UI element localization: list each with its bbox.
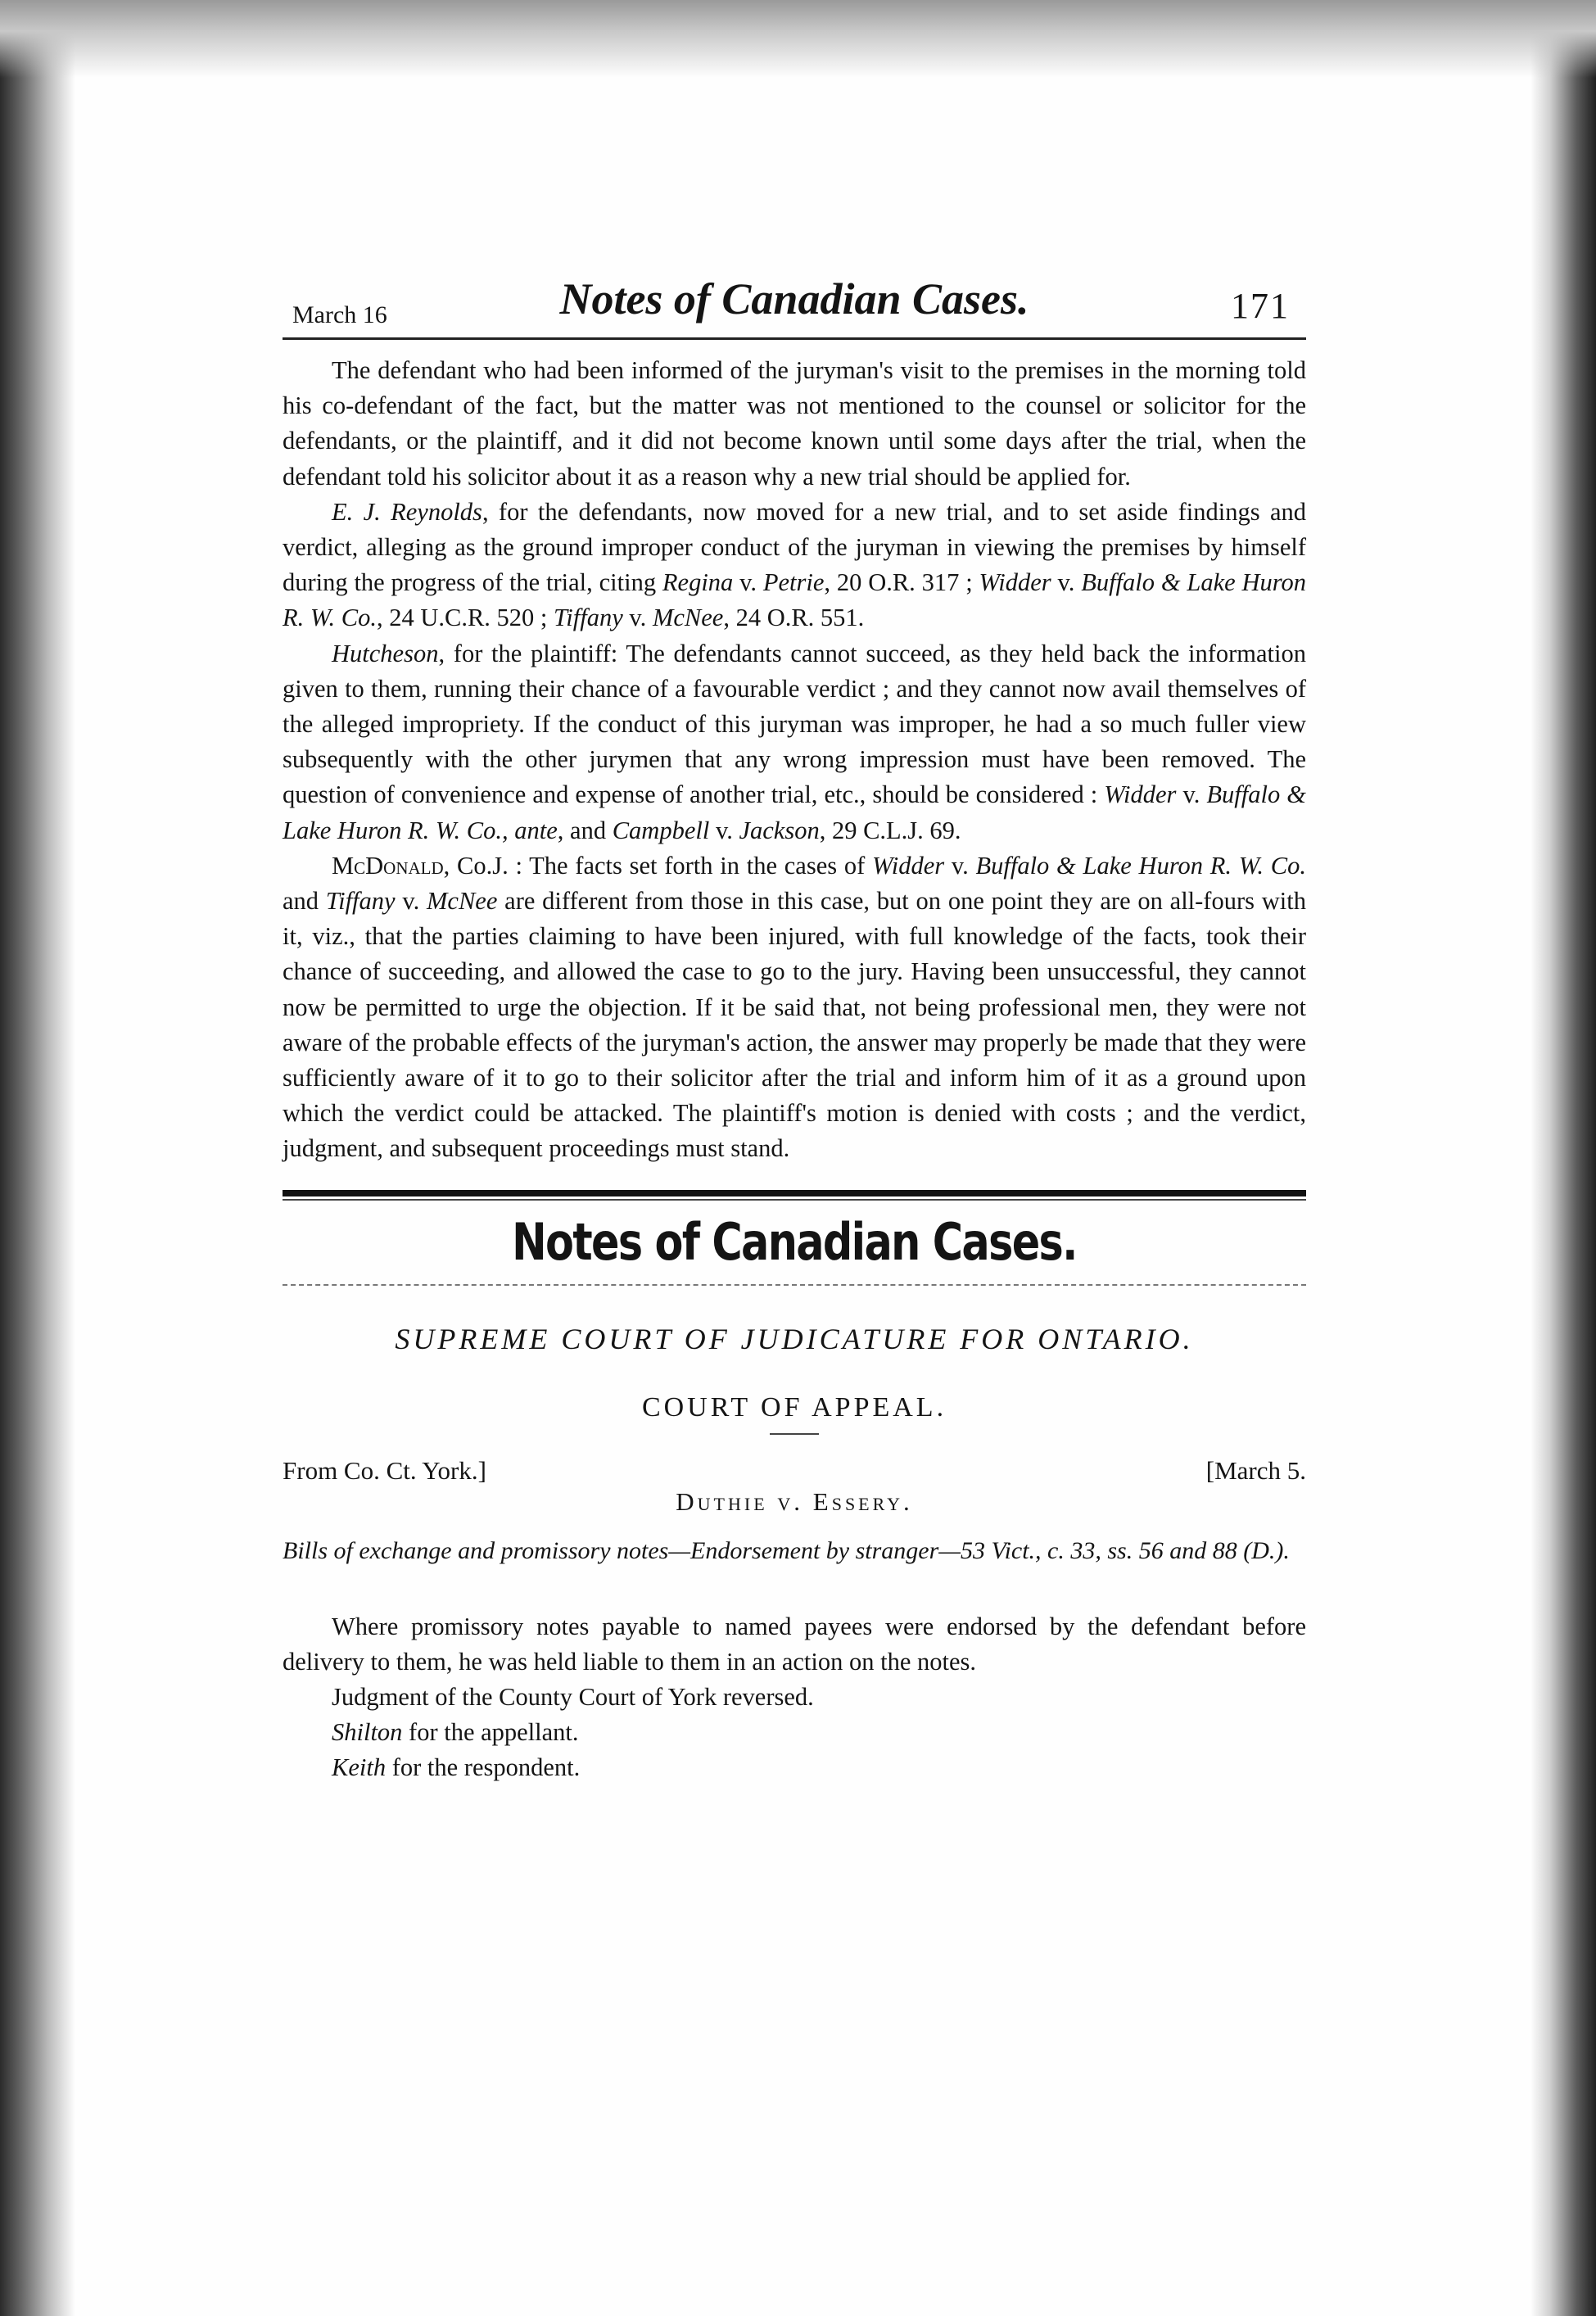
text-run: v. — [395, 887, 427, 916]
text-run: and — [283, 887, 326, 916]
counsel-name: Keith — [332, 1753, 387, 1782]
section-divider-thick — [283, 1190, 1306, 1196]
continued-case-body — [283, 353, 1306, 1167]
case-from: From Co. Ct. York.] — [283, 1455, 486, 1485]
body-paragraph — [283, 495, 1306, 636]
text-run: v. — [622, 604, 653, 632]
spacer — [283, 1593, 1306, 1609]
running-head — [283, 270, 1306, 336]
text-run: E. J. Reynolds — [332, 497, 482, 526]
text-run: , 29 C.L.J. 69. — [819, 816, 961, 844]
section-divider-thin — [283, 1199, 1306, 1201]
text-run: Petrie — [762, 568, 825, 597]
text-run: McDonald — [332, 851, 444, 880]
case-date: [March 5. — [1205, 1455, 1306, 1485]
counsel-line — [283, 1750, 1306, 1785]
text-run: McNee — [427, 887, 498, 916]
running-head-date: March 16 — [292, 301, 387, 328]
division-rule — [770, 1433, 819, 1435]
text-run: Tiffany — [325, 887, 396, 916]
text-run: The defendant who had been informed of the juryman's visit to the premises in the morning told his co-defendant of the fact, but the matter was not mentioned to the counsel or solicitor for the defendants, or the plaintiff, and it did not become known until some days after the trial, when the defendant told his solicitor about it as a reason why a new trial should be applied for. — [283, 356, 1306, 491]
section-title: Notes of Canadian Cases. — [512, 1211, 1077, 1272]
counsel-list — [283, 1715, 1306, 1785]
text-run: Widder — [1104, 780, 1177, 809]
text-run: , Co.J. : The facts set forth in the cases of — [443, 851, 872, 880]
text-run: v. — [709, 816, 739, 844]
text-run: v. — [1176, 780, 1207, 809]
text-run: Tiffany — [554, 604, 623, 632]
body-paragraph — [283, 636, 1306, 848]
text-run: v. — [944, 851, 976, 880]
case-judgment: Judgment of the County Court of York reversed. — [332, 1683, 814, 1712]
case-headnote: Bills of exchange and promissory notes—Endorsement by stranger—53 Vict., c. 33, ss. 56 and 88 (D.). — [283, 1536, 1290, 1564]
text-run: Buffalo & Lake Huron R. W. Co., ante — [283, 780, 1307, 844]
counsel-role: for the respondent. — [386, 1753, 581, 1782]
counsel-role: for the appellant. — [402, 1718, 579, 1747]
page-number: 171 — [1231, 286, 1290, 326]
scanned-book-spine-shadow — [0, 0, 75, 2316]
text-run: , 24 U.C.R. 520 ; — [376, 604, 554, 632]
section-title-rule — [283, 1284, 1306, 1286]
text-run: Campbell — [612, 816, 710, 844]
division-heading: COURT OF APPEAL. — [641, 1391, 947, 1423]
page-column — [283, 270, 1306, 1786]
text-run: v. — [1051, 568, 1082, 597]
body-paragraph — [283, 848, 1306, 1167]
case-title: Duthie v. Essery. — [676, 1486, 913, 1516]
text-run: Hutcheson — [332, 639, 439, 667]
text-run: Buffalo & Lake Huron R. W. Co. — [283, 568, 1306, 632]
text-run: Buffalo & Lake Huron R. W. Co. — [975, 851, 1306, 880]
text-run: Widder — [872, 851, 945, 880]
case-origin-line — [283, 1456, 1306, 1492]
text-run: Regina — [662, 568, 734, 597]
scanned-top-edge-shadow — [0, 0, 1596, 78]
text-run: , for the defendants, now moved for a new trial, and to set aside findings and verdict, alleging as the ground improper conduct of the juryman in viewing the premises by himself during the progress of the trial, citing — [283, 497, 1307, 597]
text-run: McNee — [652, 604, 724, 632]
court-heading: SUPREME COURT OF JUDICATURE FOR ONTARIO. — [395, 1322, 1194, 1355]
text-run: , 20 O.R. 317 ; — [824, 568, 979, 597]
text-run: Jackson — [739, 816, 820, 844]
running-head-rule — [283, 337, 1306, 340]
counsel-line — [283, 1715, 1306, 1750]
body-paragraph — [283, 353, 1306, 495]
text-run: , for the plaintiff: The defendants cannot succeed, as they held back the information given to them, running their chance of a favourable verdict ; and they cannot now avail themselves of the alleged impropriety. If the conduct of this juryman was improper, he had a so much fuller view subsequently with the other jurymen that any wrong impression must have been removed. The question of convenience and expense of another trial, etc., should be considered : — [283, 639, 1306, 809]
text-run: Widder — [979, 568, 1051, 597]
scanned-page-edge-shadow — [1530, 0, 1596, 2316]
counsel-name: Shilton — [332, 1718, 403, 1747]
running-head-title: Notes of Canadian Cases. — [559, 274, 1029, 323]
text-run: , and — [557, 816, 613, 844]
case-holding: Where promissory notes payable to named payees were endorsed by the defendant before delivery to them, he was held liable to them in an action on the notes. — [283, 1612, 1306, 1676]
text-run: v. — [733, 568, 763, 597]
text-run: , 24 O.R. 551. — [723, 604, 865, 632]
text-run: are different from those in this case, but on one point they are on all-fours with it, viz., that the parties claiming to have been injured, with full knowledge of the facts, took their chance of succeeding, and allowed the case to go to the jury. Having been unsuccessful, they cannot now be permitted to urge the objection. If it be said that, not being professional men, they were not aware of the probable effects of the juryman's action, the answer may properly be made that they were sufficiently aware of it to go to their solicitor after the trial and inform him of it as a ground upon which the verdict could be attacked. The plaintiff's motion is denied with costs ; and the verdict, judgment, and subsequent proceedings must stand. — [283, 887, 1306, 1163]
